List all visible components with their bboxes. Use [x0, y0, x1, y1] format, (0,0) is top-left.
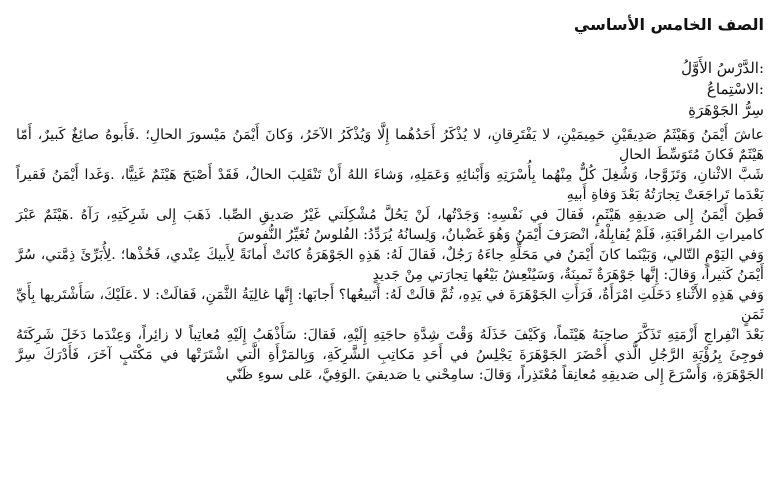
- story-paragraph: عاشَ أَيْمَنُ وَهَيْثَمُ صَدِيقَيْنِ حَمِيمَيْنِ، لا يَفْتَرِقانِ، لا يُذْكَرُ أَحَدُهُما إِلَّا وَيُذْكَرُ الآخَرُ، وَكانَ أَيْمَنُ مَيْسورَ الحالِ؛ .فَأَبوهُ صائِغٌ كَبيرٌ، أَمّا هَيْثَمٌ فَكانَ مُتَوَسِّطَ الحالِ: [16, 127, 764, 163]
- story-paragraph: وَفي هَذِهِ الأَثْناءِ دَخَلَتِ امْرَأَةٌ، فَرَأَتِ الجَوْهَرَةَ في يَدِهِ، ثُمَّ قالَتْ لَهُ: أَتَبيعُها؟ أَجابَها: إِنَّها غالِيَةُ الثَّمَنِ، فَقالَتْ: لا .عَلَيْكَ، سَأَشْتَريها بِأَيِّ ثَمَنٍ: [16, 287, 764, 323]
- story-title: سِرُّ الجَوْهَرَةِ: [688, 101, 764, 119]
- story-paragraph: شَبَّ الاثْنانِ، وَتَزَوَّجا، وَشُغِلَ كُلٌّ مِنْهُما بِأُسْرَتِهِ وَأَبْنائِهِ وَعَمَلِهِ، وَشاءَ اللهُ أَنْ تَنْقَلِبَ الحالُ، فَقَدْ أَصْبَحَ هَيْثَمٌ غَنِيًّا، .وَغَدا أَيْمَنُ فَقيراً بَعْدَما تَراجَعَتْ تِجارَتُهُ بَعْدَ وَفاةِ أَبيهِ: [16, 167, 764, 203]
- story-body: [16, 125, 764, 385]
- section-label: :الاسْتِماعُ: [706, 80, 764, 98]
- grade-heading: الصف الخامس الأساسي: [573, 15, 764, 34]
- lesson-title: :الدَّرْسُ الأَوَّلُ: [681, 59, 764, 77]
- story-paragraph: فَطِنَ أَيْمَنُ إِلى صَديقِهِ هَيْثَمٍ، فَقالَ في نَفْسِهِ: وَجَدْتُها، لَنْ يَحُلَّ مُشْكِلَتي غَيْرُ صَديقِ الصِّبا. ذَهَبَ إِلى شَرِكَتِهِ، رَآهُ .هَيْثَمٌ عَبْرَ كاميراتِ المُراقَبَةِ، فَلَمْ يُقابِلْهُ، انْصَرَفَ أَيْمَنُ وَهُوَ غَضْبانُ، وَلِسانُهُ يُرَدِّدُ: الفُلوسُ تُغَيِّرُ النُّفوسَ: [16, 207, 764, 243]
- story-paragraph: وَفي اليَوْمِ التّالي، وَبَيْنَما كانَ أَيْمَنُ في مَحَلِّهِ جاءَهُ رَجُلٌ، فَقالَ لَهُ: هَذِهِ الجَوْهَرَةُ كانَتْ أَمانَةً لِأَبيكَ عِنْدي، فَخُذْها؛ .لِأُبَرِّئَ ذِمَّتي، سُرَّ أَيْمَنُ كَثيراً، وَقالَ: إِنَّها جَوْهَرَةٌ ثَمينَةٌ، وَسَيُنْعِشُ بَيْعُها تِجارَتي مِنْ جَديدٍ: [16, 247, 764, 283]
- story-paragraph: بَعْدَ انْفِراجِ أَزْمَتِهِ تَذَكَّرَ صاحِبَهُ هَيْثَماً، وَكَيْفَ خَذَلَهُ وَقْتَ شِدَّةِ حاجَتِهِ إِلَيْهِ، فَقالَ: سَأَذْهَبُ إِلَيْهِ مُعاتِباً لا زائِراً، وَعِنْدَما دَخَلَ شَرِكَتَهُ فوجِئَ بِرُؤْيَةِ الرَّجُلِ الَّذي أَحْضَرَ الجَوْهَرَةَ يَجْلِسُ في أَحَدِ مَكاتِبِ الشَّرِكَةِ، وَبِالمَرْأَةِ الَّتي اشْتَرَتْها في مَكْتَبٍ آخَرَ، فَأَدْرَكَ سِرَّ الجَوْهَرَةِ، وَأَسْرَعَ إِلى صَديقِهِ مُعانِقاً مُعْتَذِراً، وَقالَ: سامِحْني يا صَديقيَ .الوَفِيَّ، عَلى سوءِ ظَنّي: [16, 327, 764, 383]
